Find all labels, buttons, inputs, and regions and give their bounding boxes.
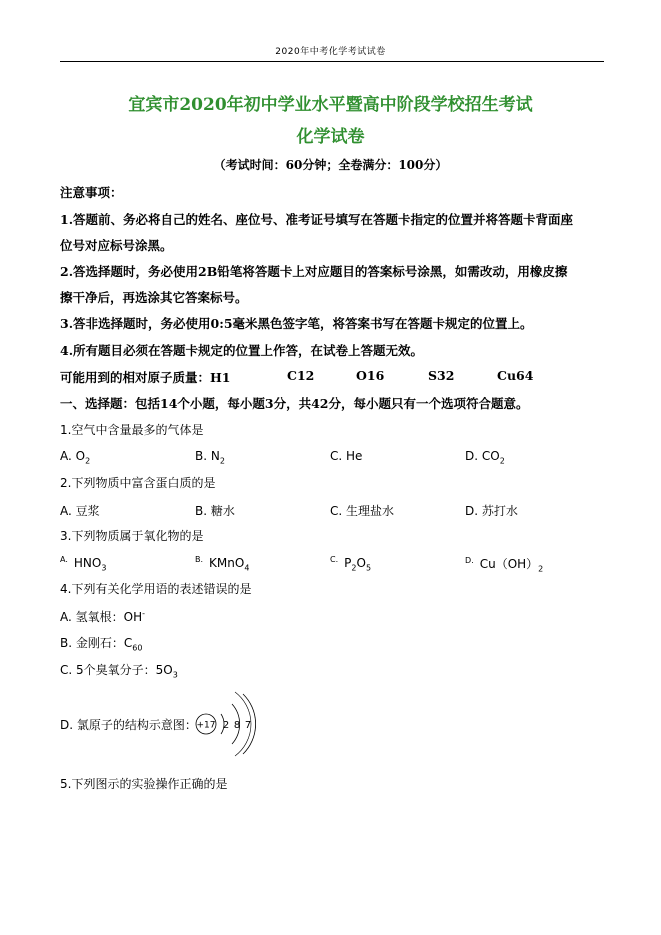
shell-3-count: 7 (244, 720, 252, 731)
question-1: 1.空气中含量最多的气体是 (60, 423, 204, 437)
q2-option-a: A. 豆浆 (60, 504, 100, 518)
note-3: 3.答非选择题时，务必使用0:5毫米黑色签字笔，将答案书写在答题卡规定的位置上。 (60, 316, 533, 331)
note-1-line-1: 1.答题前、务必将自己的姓名、座位号、准考证号填写在答题卡指定的位置并将答题卡背面座 (60, 212, 574, 227)
atomic-mass-c: C12 (287, 368, 315, 383)
question-5: 5.下列图示的实验操作正确的是 (60, 777, 228, 791)
atomic-mass-o: O16 (356, 368, 385, 383)
q1-option-d: D. $CO_2$ (465, 449, 505, 466)
atomic-mass-s: S32 (428, 368, 455, 383)
q4-option-c: C. 5个臭氧分子：$5O_3$ (60, 663, 178, 680)
q4-option-d: D. 氯原子的结构示意图： (60, 718, 197, 732)
page-header: 2020年中考化学考试试卷 (275, 47, 386, 57)
chlorine-atom-diagram (190, 684, 270, 760)
q2-option-b: B. 糖水 (195, 504, 235, 518)
exam-title: 宜宾市2020年初中学业水平暨高中阶段学校招生考试 (128, 95, 533, 115)
q4-option-a: A. 氢氧根：OH- (60, 609, 145, 624)
q3-option-b: $^{B.}$ KMnO$_4$ (195, 555, 250, 573)
note-4: 4.所有题目必须在答题卡规定的位置上作答，在试卷上答题无效。 (60, 343, 424, 358)
q1-option-b: B. $N_2$ (195, 449, 225, 466)
note-2-line-2: 擦干净后，再选涂其它答案标号。 (60, 290, 248, 305)
question-2: 2.下列物质中富含蛋白质的是 (60, 476, 216, 490)
section-1-heading: 一、选择题：包括14个小题，每小题3分，共42分，每小题只有一个选项符合题意。 (60, 396, 529, 411)
q3-option-d: $^{D.}$ $Cu(OH)_2$ (465, 556, 544, 574)
q2-option-c: C. 生理盐水 (330, 504, 395, 518)
atomic-mass-label: 可能用到的相对原子质量：H1 (60, 370, 231, 385)
q1-option-a: A. $O_2$ (60, 449, 91, 466)
notes-heading: 注意事项： (60, 185, 123, 200)
exam-subtitle: 化学试卷 (296, 127, 365, 147)
note-1-line-2: 位号对应标号涂黑。 (60, 238, 173, 253)
q3-option-a: $^{A.}$ $HNO_3$ (60, 555, 107, 573)
q4-option-b: B. 金刚石：$C_{60}$ (60, 636, 143, 653)
note-2-line-1: 2.答选择题时，务必使用2B铅笔将答题卡上对应题目的答案标号涂黑，如需改动，用橡皮擦 (60, 264, 568, 279)
atomic-mass-cu: Cu64 (497, 368, 534, 383)
q2-option-d: D. 苏打水 (465, 504, 518, 518)
nucleus-charge: +17 (196, 720, 216, 731)
exam-info: （考试时间：60分钟；全卷满分：100分） (213, 158, 448, 172)
question-4: 4.下列有关化学用语的表述错误的是 (60, 582, 252, 596)
shell-1-count: 2 (222, 720, 230, 731)
q1-option-c: C. He (330, 449, 363, 463)
shell-2-count: 8 (233, 720, 241, 731)
header-rule (60, 61, 604, 62)
question-3: 3.下列物质属于氧化物的是 (60, 529, 204, 543)
q3-option-c: $^{C.}$ $P_2O_5$ (330, 555, 372, 573)
